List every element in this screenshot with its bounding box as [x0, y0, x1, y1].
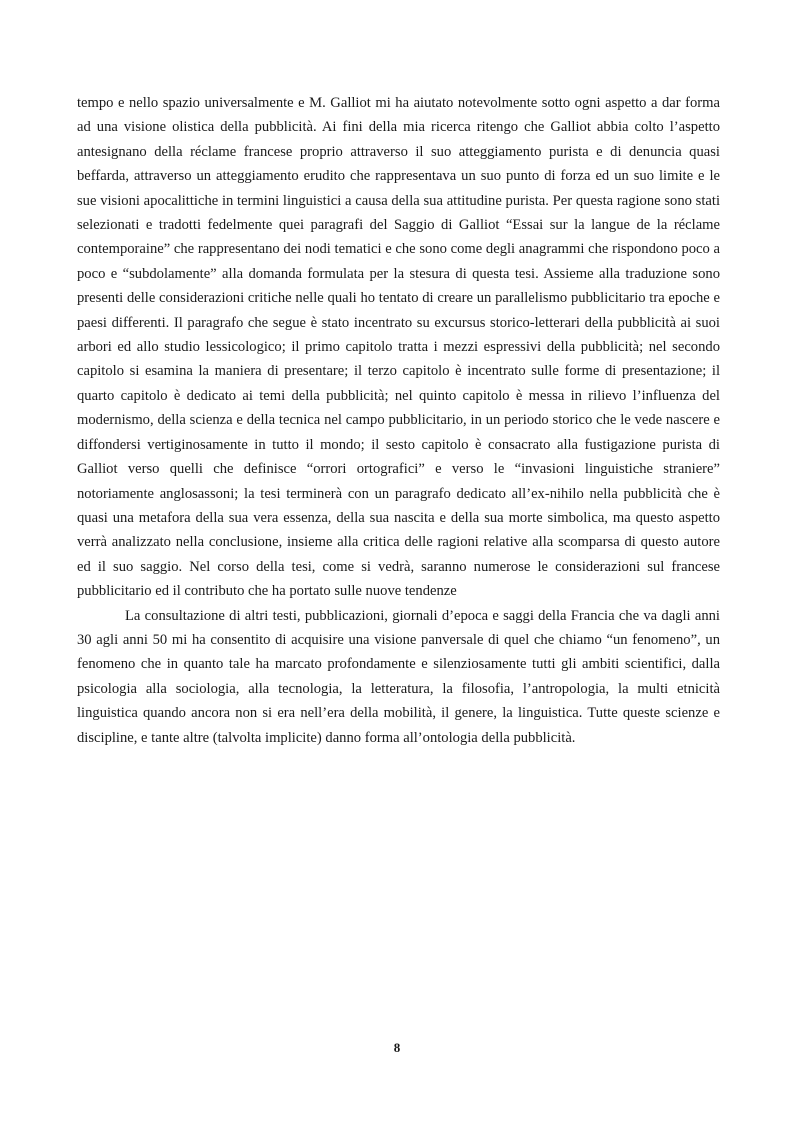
paragraph-continuation: tempo e nello spazio universalmente e M. Galliot mi ha aiutato notevolmente sotto ogni aspetto a dar forma ad una visione olistica della pubblicità. Ai fini della mia ricerca ritengo che Galliot abbia colto l’aspetto antesignano della réclame francese proprio attraverso il suo atteggiamento purista e di denuncia quasi beffarda, attraverso un atteggiamento erudito che rappresentava un suo punto di forza ed un suo limite e le sue visioni apocalittiche in termini linguistici a causa della sua attitudine purista. Per questa ragione sono stati selezionati e tradotti fedelmente quei paragrafi del Saggio di Galliot “Essai sur la langue de la réclame contemporaine” che rappresentano dei nodi tematici e che sono come degli anagrammi che rispondono poco a poco e “subdolamente” alla domanda formulata per la stesura di questa tesi. Assieme alla traduzione sono presenti delle considerazioni critiche nelle quali ho tentato di creare un parallelismo pubblicitario tra epoche e paesi differenti. Il paragrafo che segue è stato incentrato su excursus storico-letterari della pubblicità ai suoi arbori ed allo studio lessicologico; il primo capitolo tratta i mezzi espressivi della pubblicità; nel secondo capitolo si esamina la maniera di presentare; il terzo capitolo è incentrato sulle forme di presentazione; il quarto capitolo è dedicato ai temi della pubblicità; nel quinto capitolo è messa in rilievo l’influenza del modernismo, della scienza e della tecnica nel campo pubblicitario, in un periodo storico che le vede nascere e diffondersi vertiginosamente in tutto il mondo; il sesto capitolo è consacrato alla fustigazione purista di Galliot verso quelli che definisce “orrori ortografici” e verso le “invasioni linguistiche straniere” notoriamente anglosassoni; la tesi terminerà con un paragrafo dedicato all’ex-nihilo nella pubblicità che è quasi una metafora della sua vera essenza, della sua nascita e della sua morte simbolica, ma questo aspetto verrà analizzato nella conclusione, insieme alla critica delle ragioni relative alla scomparsa di questo autore ed il suo saggio. Nel corso della tesi, come si vedrà, saranno numerose le considerazioni sul francese pubblicitario ed il contributo che ha portato sulle nuove tendenze	[77, 95, 720, 600]
page-number: 8	[393, 1040, 401, 1055]
body-text	[77, 91, 720, 750]
paragraph-consultazione: La consultazione di altri testi, pubblicazioni, giornali d’epoca e saggi della Francia che va dagli anni 30 agli anni 50 mi ha consentito di acquisire una visione panversale di quel che chiamo “un fenomeno”, un fenomeno che in quanto tale ha marcato profondamente e silenziosamente tutti gli ambiti scientifici, dalla psicologia alla sociologia, alla tecnologia, la letteratura, la filosofia, l’antropologia, la multi etnicità linguistica quando ancora non si era nell’era della mobilità, il genere, la linguistica. Tutte queste scienze e discipline, e tante altre (talvolta implicite) danno forma all’ontologia della pubblicità.	[77, 607, 720, 746]
